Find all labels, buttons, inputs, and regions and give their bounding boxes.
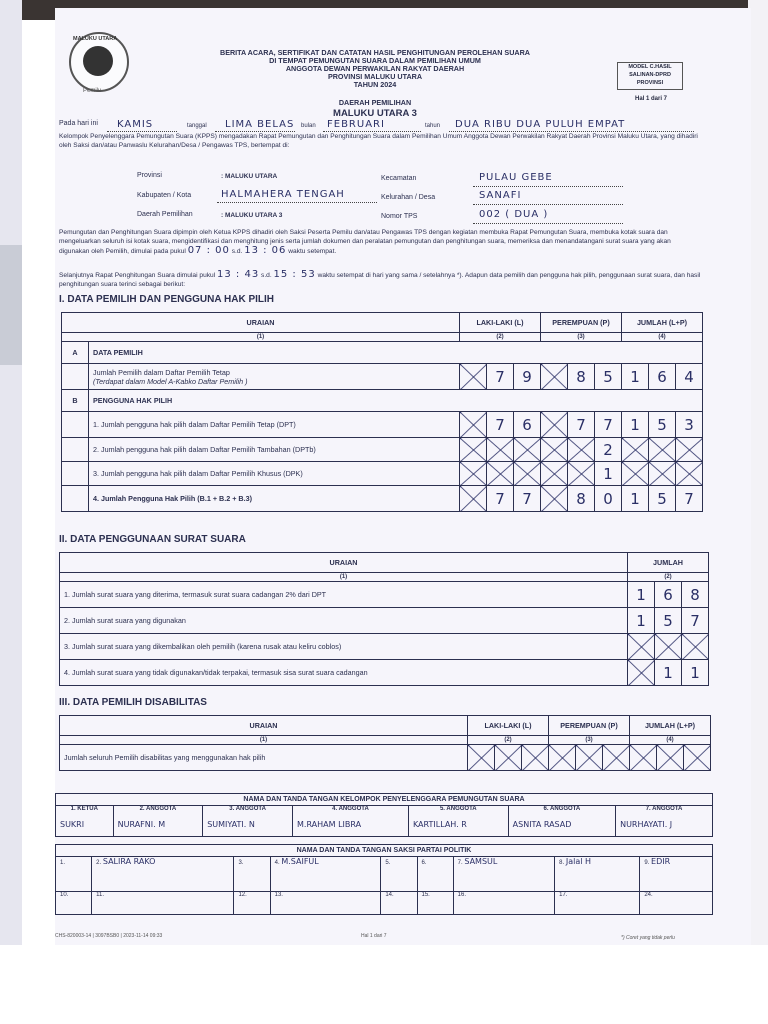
saksi-number: 1. — [60, 860, 66, 866]
saksi-signature-cell — [56, 857, 92, 892]
digit-box: 1 — [622, 364, 649, 390]
kpu-logo — [69, 32, 129, 92]
crossed-box — [622, 462, 649, 486]
saksi-name: SAMSUL — [464, 857, 498, 866]
digit-box: 7 — [568, 412, 595, 438]
saksi-signature-table — [55, 844, 713, 915]
kpps-signature-cell — [408, 806, 508, 837]
pada-hari-ini-label: Pada hari ini — [59, 120, 98, 127]
crossed-box — [628, 634, 655, 660]
kpps-role: 6. ANGGOTA — [543, 806, 581, 812]
section-2-table: URAIAN JUMLAH (1) (2) 1. Jumlah surat suara yang diterima, termasuk surat suara cadangan 2% dari DPT 1 6 8 2. Jumlah surat suara yang digunakan 1 5 7 3. Jumlah surat suara yang dikembalikan oleh pemilih (karena rusak atau keliru coblos) 4. Jumlah surat suara yang tidak digunakan/tidak terpakai, termasuk sisa surat suara cadangan 1 1 — [59, 552, 709, 686]
digit-box: 9 — [514, 364, 541, 390]
section-b-title: PENGGUNA HAK PILIH — [89, 390, 703, 412]
rapat-selesai: 15 : 53 — [273, 269, 316, 280]
saksi-name: Jalal H — [565, 857, 592, 866]
row-label: Jumlah Pemilih dalam Daftar Pemilih Tetap (Terdapat dalam Model A-Kabko Daftar Pemilih ) — [89, 364, 460, 390]
saksi-name: SALIRA RAKO — [102, 857, 156, 866]
digit-box: 1 — [628, 582, 655, 608]
saksi-number: 4. — [274, 860, 280, 866]
digit-box: 1 — [622, 412, 649, 438]
crossed-box — [541, 438, 568, 462]
crossed-box — [682, 634, 709, 660]
crossed-box — [460, 364, 487, 390]
crossed-box — [522, 745, 549, 771]
section-1-table: URAIAN LAKI-LAKI (L) PEREMPUAN (P) JUMLAH (L+P) (1) (2) (3) (4) A DATA PEMILIH Jumlah Pemilih dalam Daftar Pemilih Tetap (Terdapat dalam Model A-Kabko Daftar Pemilih ) 7 9 8 5 1 6 4 B PENGGUNA HAK PILIH 1. Jumlah pengguna hak pilih dalam Daftar Pemilih Tetap (DPT) 7 6 7 7 1 5 3 2. Jumlah pengguna hak pilih dalam Daftar Pemilih Tambahan (DPTb) 2 3. Jumlah pengguna hak pilih dalam Daftar Pemilih Khusus (DPK) 1 4. Jumlah Pengguna Hak Pilih (B.1 + B.2 + B.3) 7 7 8 0 1 5 7 — [61, 312, 703, 512]
saksi-number: 2. — [96, 860, 102, 866]
title-line-5: TAHUN 2024 — [353, 80, 397, 89]
model-box: MODEL C.HASIL SALINAN-DPRD PROVINSI — [617, 62, 683, 90]
digit-box: 8 — [568, 486, 595, 512]
section-a-title: DATA PEMILIH — [89, 342, 703, 364]
digit-box: 6 — [655, 582, 682, 608]
col-perempuan: PEREMPUAN (P) — [541, 313, 622, 333]
digit-box: 5 — [595, 364, 622, 390]
section-1-title: I. DATA PEMILIH DAN PENGGUNA HAK PILIH — [59, 294, 274, 305]
kpps-name: KARTILLAH. R — [412, 820, 467, 829]
title-line-1: BERITA ACARA, SERTIFIKAT DAN CATATAN HASIL PENGHITUNGAN PEROLEHAN SUARA — [220, 48, 530, 57]
section-3-title: III. DATA PEMILIH DISABILITAS — [59, 697, 207, 708]
table-row: 3. Jumlah pengguna hak pilih dalam Daftar Pemilih Khusus (DPK) 1 — [62, 462, 703, 486]
saksi-signature-cell: 10. — [56, 892, 92, 915]
intro-text: Kelompok Penyelenggara Pemungutan Suara (KPPS) mengadakan Rapat Pemungutan dan Penghitungan Suara dalam Pemilihan Umum Anggota Dewan Perwakilan Rakyat Daerah Provinsi Maluku Utara, yang dihadiri oleh Saksi dan/atau Panwaslu Kelurahan/Desa / Pengawas TPS, bertempat di: — [59, 133, 698, 149]
kpps-signature-table — [55, 793, 713, 837]
kabupaten-value: HALMAHERA TENGAH — [221, 189, 345, 200]
table-row: 2. Jumlah pengguna hak pilih dalam Daftar Pemilih Tambahan (DPTb) 2 — [62, 438, 703, 462]
section-3-table: URAIAN LAKI-LAKI (L) PEREMPUAN (P) JUMLAH (L+P) (1) (2) (3) (4) Jumlah seluruh Pemilih disabilitas yang menggunakan hak pilih — [59, 715, 711, 771]
rapat-mulai: 13 : 43 — [217, 269, 260, 280]
table-row — [62, 364, 703, 390]
digit-box: 7 — [682, 608, 709, 634]
footer-code: CHS-820003-14 | 3097BSB0 | 2023-11-14 09:33 — [55, 933, 163, 939]
saksi-signature-cell: 15. — [417, 892, 453, 915]
crossed-box — [487, 438, 514, 462]
kpps-name: SUKRI — [60, 820, 85, 829]
saksi-number: 9. — [644, 860, 650, 866]
logo-text: MALUKU UTARA — [73, 36, 118, 42]
tps-label: Nomor TPS — [381, 213, 418, 220]
saksi-number: 3. — [238, 860, 244, 866]
saksi-number: 5. — [385, 860, 391, 866]
table-row: 1. Jumlah pengguna hak pilih dalam Daftar Pemilih Tetap (DPT) 7 6 7 7 1 5 3 — [62, 412, 703, 438]
tps-value: 002 ( DUA ) — [479, 209, 549, 220]
col-uraian: URAIAN — [62, 313, 460, 333]
title-line-2: DI TEMPAT PEMUNGUTAN SUARA DALAM PEMILIHAN UMUM — [269, 56, 481, 65]
saksi-signature-cell: 11. — [92, 892, 234, 915]
crossed-box — [655, 634, 682, 660]
col-uraian: URAIAN — [60, 553, 628, 573]
crossed-box — [628, 660, 655, 686]
paragraph-3: Selanjutnya Rapat Penghitungan Suara dimulai pukul 13 : 43 s.d. 15 : 53 waktu setempat di hari yang sama / setelahnya *). Adapun data pemilih dan pengguna hak pilih, penggunaan surat suara, dan hasil penghitungan suara terinci sebagai berikut: — [59, 269, 701, 288]
dapil-value: : MALUKU UTARA 3 — [221, 212, 283, 219]
kelurahan-value: SANAFI — [479, 190, 522, 201]
crossed-box — [603, 745, 630, 771]
hari-value: KAMIS — [117, 119, 154, 130]
digit-box: 1 — [622, 486, 649, 512]
kpps-signature-cell — [113, 806, 203, 837]
digit-box: 5 — [655, 608, 682, 634]
crossed-box — [676, 438, 703, 462]
crossed-box — [541, 462, 568, 486]
crossed-box — [576, 745, 603, 771]
digit-box: 3 — [676, 412, 703, 438]
col-uraian: URAIAN — [60, 716, 468, 736]
saksi-number: 7. — [457, 860, 463, 866]
crossed-box — [649, 438, 676, 462]
tanggal-value: LIMA BELAS — [225, 119, 295, 130]
crossed-box — [495, 745, 522, 771]
saksi-title: NAMA DAN TANDA TANGAN SAKSI PARTAI POLITIK — [56, 845, 713, 857]
kpps-name: M.RAHAM LIBRA — [297, 820, 362, 829]
logo-caption: Pemilu — [83, 88, 102, 94]
dapil-label: Daerah Pemilihan — [137, 211, 193, 218]
crossed-box — [460, 438, 487, 462]
kpps-name: NURHAYATI. J — [620, 820, 673, 829]
table-row: 1. Jumlah surat suara yang diterima, termasuk surat suara cadangan 2% dari DPT 1 6 8 — [60, 582, 709, 608]
crossed-box — [468, 745, 495, 771]
saksi-signature-cell — [417, 857, 453, 892]
kpps-signature-cell — [203, 806, 293, 837]
col-perempuan: PEREMPUAN (P) — [549, 716, 630, 736]
kpps-role: 3. ANGGOTA — [229, 806, 266, 812]
crossed-box — [541, 486, 568, 512]
saksi-signature-cell: 12. — [234, 892, 270, 915]
kecamatan-label: Kecamatan — [381, 175, 417, 182]
crossed-box — [514, 438, 541, 462]
tahun-label: tahun — [425, 123, 441, 129]
crossed-box — [514, 462, 541, 486]
title-line-3: ANGGOTA DEWAN PERWAKILAN RAKYAT DAERAH — [285, 64, 465, 73]
tahun-value: DUA RIBU DUA PULUH EMPAT — [455, 119, 626, 130]
kpps-signature-cell — [56, 806, 114, 837]
saksi-signature-cell — [234, 857, 270, 892]
saksi-signature-cell: 16. — [453, 892, 555, 915]
saksi-number: 8. — [559, 860, 565, 866]
col-laki: LAKI-LAKI (L) — [468, 716, 549, 736]
photo-background-bottom — [0, 945, 768, 1024]
saksi-signature-cell: 24. — [640, 892, 713, 915]
saksi-signature-cell — [555, 857, 640, 892]
section-a-letter: A — [62, 342, 89, 364]
col-jumlah: JUMLAH — [628, 553, 709, 573]
kpps-name: NURAFNI. M — [117, 820, 166, 829]
digit-box: 1 — [628, 608, 655, 634]
crossed-box — [630, 745, 657, 771]
crossed-box — [568, 438, 595, 462]
table-row: 2. Jumlah surat suara yang digunakan 1 5 7 — [60, 608, 709, 634]
saksi-name: M.SAIFUL — [281, 857, 319, 866]
digit-box: 7 — [487, 486, 514, 512]
crossed-box — [487, 462, 514, 486]
footer-note: *) Coret yang tidak perlu — [621, 935, 675, 941]
footer-page: Hal 1 dari 7 — [361, 933, 387, 939]
digit-box: 5 — [649, 412, 676, 438]
kpps-role: 1. KETUA — [70, 806, 98, 812]
digit-box: 8 — [568, 364, 595, 390]
kpps-role: 4. ANGGOTA — [332, 806, 369, 812]
crossed-box — [649, 462, 676, 486]
kabupaten-label: Kabupaten / Kota — [137, 192, 192, 199]
digit-box: 7 — [487, 412, 514, 438]
digit-box: 7 — [487, 364, 514, 390]
table-row: Jumlah seluruh Pemilih disabilitas yang menggunakan hak pilih — [60, 745, 711, 771]
crossed-box — [541, 412, 568, 438]
digit-box: 1 — [655, 660, 682, 686]
kelurahan-label: Kelurahan / Desa — [381, 194, 436, 201]
saksi-signature-cell — [270, 857, 381, 892]
provinsi-label: Provinsi — [137, 172, 162, 179]
kpps-role: 5. ANGGOTA — [439, 806, 477, 812]
section-b-letter: B — [62, 390, 89, 412]
saksi-signature-cell — [640, 857, 713, 892]
table-row: 4. Jumlah surat suara yang tidak digunakan/tidak terpakai, termasuk sisa surat suara cadangan 1 1 — [60, 660, 709, 686]
kpps-signature-cell — [616, 806, 713, 837]
kpps-role: 7. ANGGOTA — [645, 806, 683, 812]
saksi-signature-cell — [381, 857, 417, 892]
region-label: DAERAH PEMILIHAN — [338, 98, 412, 107]
crossed-box — [676, 462, 703, 486]
crossed-box — [549, 745, 576, 771]
saksi-number: 6. — [421, 860, 427, 866]
col-jumlah: JUMLAH (L+P) — [630, 716, 711, 736]
kpps-name: SUMIYATI. N — [207, 820, 255, 829]
kecamatan-value: PULAU GEBE — [479, 172, 553, 183]
title-line-4: PROVINSI MALUKU UTARA — [327, 72, 423, 81]
tanggal-label: tanggal — [187, 123, 207, 129]
photo-background-left — [0, 0, 22, 945]
selesai-pukul: 13 : 06 — [244, 245, 287, 256]
kpps-role: 2. ANGGOTA — [139, 806, 177, 812]
digit-box: 1 — [682, 660, 709, 686]
table-row: 4. Jumlah Pengguna Hak Pilih (B.1 + B.2 + B.3) 7 7 8 0 1 5 7 — [62, 486, 703, 512]
digit-box: 0 — [595, 486, 622, 512]
provinsi-value: : MALUKU UTARA — [221, 173, 278, 180]
paragraph-2: Pemungutan dan Penghitungan Suara dipimpin oleh Ketua KPPS dihadiri oleh Saksi Peserta Pemilu dan/atau Pengawas TPS dengan kegiatan membuka Rapat Pemungutan Suara, membuka kotak suara dan mengeluarkan seluruh isi kotak suara, mengidentifikasi dan menghitung jenis serta jumlah dokumen dan peralatan pemungutan dan penghitungan suara, memeriksa dan menandatangani surat suara yang akan digunakan oleh Pemilih, dimulai pada pukul 07 : 00 s.d. 13 : 06 waktu setempat. — [59, 229, 671, 256]
crossed-box — [622, 438, 649, 462]
digit-box: 7 — [676, 486, 703, 512]
col-laki: LAKI-LAKI (L) — [460, 313, 541, 333]
page-label: Hal 1 dari 7 — [635, 96, 668, 102]
kpps-name: ASNITA RASAD — [512, 820, 572, 829]
saksi-name: EDIR — [651, 857, 671, 866]
crossed-box — [460, 486, 487, 512]
saksi-signature-cell: 17. — [555, 892, 640, 915]
crossed-box — [460, 462, 487, 486]
section-2-title: II. DATA PENGGUNAAN SURAT SUARA — [59, 534, 246, 545]
digit-box: 7 — [595, 412, 622, 438]
digit-box: 8 — [682, 582, 709, 608]
region-value: MALUKU UTARA 3 — [333, 108, 417, 119]
kpps-signature-cell — [293, 806, 409, 837]
digit-box: 6 — [514, 412, 541, 438]
kpps-title: NAMA DAN TANDA TANGAN KELOMPOK PENYELENGGARA PEMUNGUTAN SUARA — [56, 794, 713, 806]
digit-box: 4 — [676, 364, 703, 390]
crossed-box — [460, 412, 487, 438]
digit-box: 2 — [595, 438, 622, 462]
crossed-box — [684, 745, 711, 771]
digit-box: 7 — [514, 486, 541, 512]
crossed-box — [568, 462, 595, 486]
crossed-box — [657, 745, 684, 771]
saksi-signature-cell: 14. — [381, 892, 417, 915]
digit-box: 1 — [595, 462, 622, 486]
saksi-signature-cell — [92, 857, 234, 892]
table-row: 3. Jumlah surat suara yang dikembalikan oleh pemilih (karena rusak atau keliru coblos) — [60, 634, 709, 660]
saksi-signature-cell — [453, 857, 555, 892]
digit-box: 5 — [649, 486, 676, 512]
col-jumlah: JUMLAH (L+P) — [622, 313, 703, 333]
bulan-label: bulan — [301, 123, 316, 129]
photo-background-right — [748, 0, 768, 945]
saksi-signature-cell: 13. — [270, 892, 381, 915]
document-sheet — [55, 8, 751, 945]
bulan-value: FEBRUARI — [327, 119, 385, 130]
kpps-signature-cell — [508, 806, 615, 837]
crossed-box — [541, 364, 568, 390]
digit-box: 6 — [649, 364, 676, 390]
mulai-pukul: 07 : 00 — [187, 245, 230, 256]
